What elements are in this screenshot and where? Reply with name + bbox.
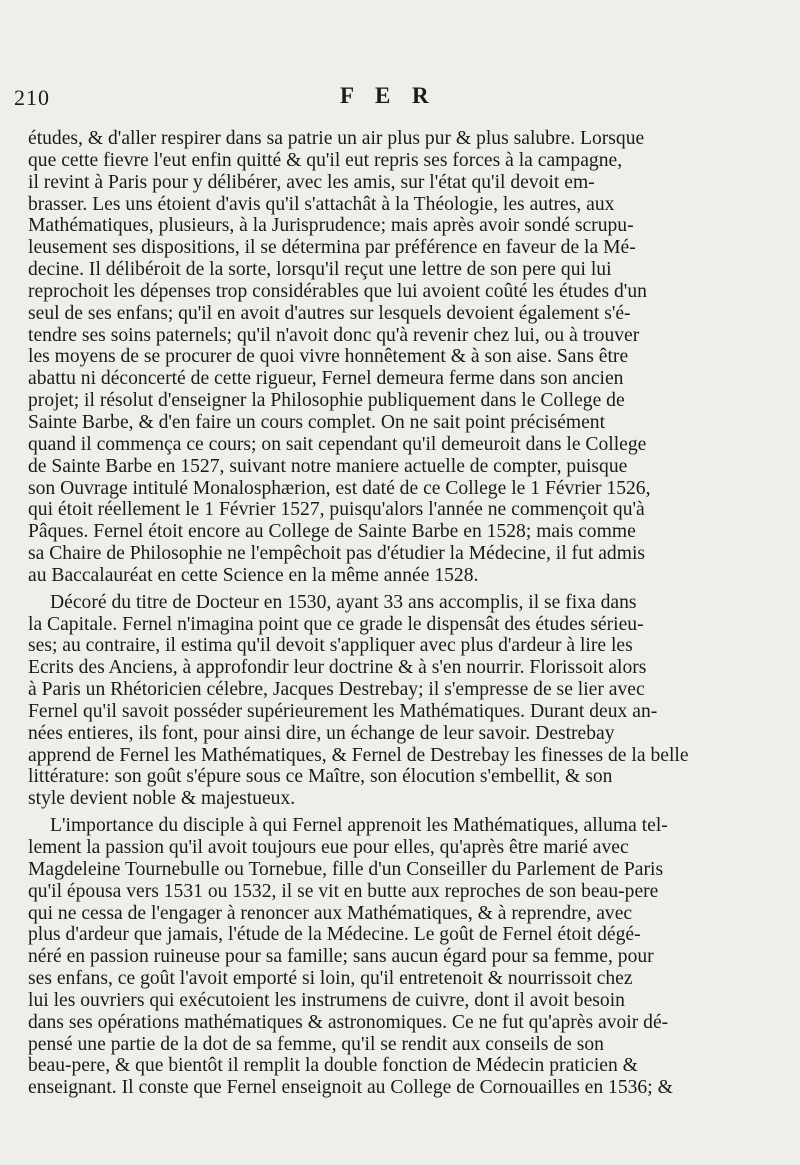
text-line: au Baccalauréat en cette Science en la même année 1528. — [28, 564, 479, 586]
text-line: ses; au contraire, il estima qu'il devoit s'appliquer avec plus d'ardeur à lire les — [28, 635, 633, 657]
text-line: sa Chaire de Philosophie ne l'empêchoit pas d'étudier la Médecine, il fut admis — [28, 543, 646, 565]
text-line: à Paris un Rhétoricien célebre, Jacques Destrebay; il s'empresse de se lier avec — [28, 679, 645, 701]
paragraph-3 — [28, 815, 780, 1099]
running-head: F E R — [340, 83, 437, 108]
text-line: projet; il résolut d'enseigner la Philosophie publiquement dans le College de — [28, 390, 625, 412]
text-line: quand il commença ce cours; on sait cependant qu'il demeuroit dans le College — [28, 433, 647, 455]
text-line: tendre ses soins paternels; qu'il n'avoit donc qu'à revenir chez lui, ou à trouver — [28, 324, 640, 346]
paragraph-2 — [28, 592, 780, 810]
text-line: decine. Il délibéroit de la sorte, lorsqu'il reçut une lettre de son pere qui lui — [28, 259, 612, 281]
text-line: Ecrits des Anciens, à approfondir leur doctrine & à s'en nourrir. Florissoit alors — [28, 657, 647, 679]
text-line: apprend de Fernel les Mathématiques, & Fernel de Destrebay les finesses de la belle — [28, 744, 689, 766]
text-line: seul de ses enfans; qu'il en avoit d'autres sur lesquels devoient également s'é- — [28, 302, 631, 324]
text-line: reprochoit les dépenses trop considérables que lui avoient coûté les études d'un — [28, 280, 647, 302]
text-line: études, & d'aller respirer dans sa patrie un air plus pur & plus salubre. Lorsque — [28, 128, 645, 149]
text-line: Pâques. Fernel étoit encore au College de Sainte Barbe en 1528; mais comme — [28, 521, 636, 543]
text-line: néré en passion ruineuse pour sa famille; sans aucun égard pour sa femme, pour — [28, 946, 654, 968]
text-line: lement la passion qu'il avoit toujours eue pour elles, qu'après être marié avec — [28, 837, 629, 858]
body-text — [28, 128, 780, 1099]
page-header — [0, 83, 800, 113]
text-line: Magdeleine Tournebulle ou Tornebue, fille d'un Conseiller du Parlement de Paris — [28, 858, 664, 880]
text-line: enseignant. Il conste que Fernel enseignoit au College de Cornouailles en 1536; & — [28, 1077, 673, 1099]
text-line: que cette fievre l'eut enfin quitté & qu'il eut repris ses forces à la campagne, — [28, 149, 623, 171]
text-line: littérature: son goût s'épure sous ce Maître, son élocution s'embellit, & son — [28, 766, 613, 788]
text-line: lui les ouvriers qui exécutoient les instrumens de cuivre, dont il avoit besoin — [28, 989, 625, 1011]
text-line: il revint à Paris pour y délibérer, avec les amis, sur l'état qu'il devoit em- — [28, 171, 595, 193]
text-line: leusement ses dispositions, il se détermina par préférence en faveur de la Mé- — [28, 237, 636, 259]
text-line: de Sainte Barbe en 1527, suivant notre maniere actuelle de compter, puisque — [28, 455, 628, 477]
page-number: 210 — [14, 85, 50, 110]
text-line: son Ouvrage intitulé Monalosphærion, est daté de ce College le 1 Février 1526, — [28, 477, 651, 499]
text-line: Mathématiques, plusieurs, à la Jurisprudence; mais après avoir sondé scrupu- — [28, 215, 634, 237]
text-line: la Capitale. Fernel n'imagina point que ce grade le dispensât des études sérieu- — [28, 613, 644, 635]
text-line: ses enfans, ce goût l'avoit emporté si loin, qu'il entretenoit & nourrissoit chez — [28, 968, 633, 990]
text-line: L'importance du disciple à qui Fernel apprenoit les Mathématiques, alluma tel- — [50, 815, 668, 837]
text-line: brasser. Les uns étoient d'avis qu'il s'attachât à la Théologie, les autres, aux — [28, 193, 615, 215]
text-line: pensé une partie de la dot de sa femme, qu'il se rendit aux conseils de son — [28, 1033, 604, 1055]
text-line: style devient noble & majestueux. — [28, 788, 296, 810]
text-line: beau-pere, & que bientôt il remplit la double fonction de Médecin praticien & — [28, 1055, 638, 1077]
text-line: Fernel qu'il savoit posséder supérieurement les Mathématiques. Durant deux an- — [28, 700, 658, 722]
text-line: Décoré du titre de Docteur en 1530, ayant 33 ans accomplis, il se fixa dans — [50, 591, 637, 613]
text-line: les moyens de se procurer de quoi vivre honnêtement & à son aise. Sans être — [28, 346, 629, 368]
text-line: qu'il épousa vers 1531 ou 1532, il se vit en butte aux reproches de son beau-pere — [28, 880, 659, 902]
text-line: qui étoit réellement le 1 Février 1527, puisqu'alors l'année ne commençoit qu'à — [28, 499, 645, 521]
text-line: Sainte Barbe, & d'en faire un cours complet. On ne sait point précisément — [28, 411, 606, 433]
text-line: dans ses opérations mathématiques & astronomiques. Ce ne fut qu'après avoir dé- — [28, 1011, 669, 1033]
paragraph-1 — [28, 128, 780, 587]
text-line: qui ne cessa de l'engager à renoncer aux Mathématiques, & à reprendre, avec — [28, 902, 633, 924]
text-line: nées entieres, ils font, pour ainsi dire, un échange de leur savoir. Destrebay — [28, 722, 615, 744]
text-line: plus d'ardeur que jamais, l'étude de la Médecine. Le goût de Fernel étoit dégé- — [28, 924, 641, 946]
text-line: abattu ni déconcerté de cette rigueur, Fernel demeura ferme dans son ancien — [28, 368, 624, 390]
